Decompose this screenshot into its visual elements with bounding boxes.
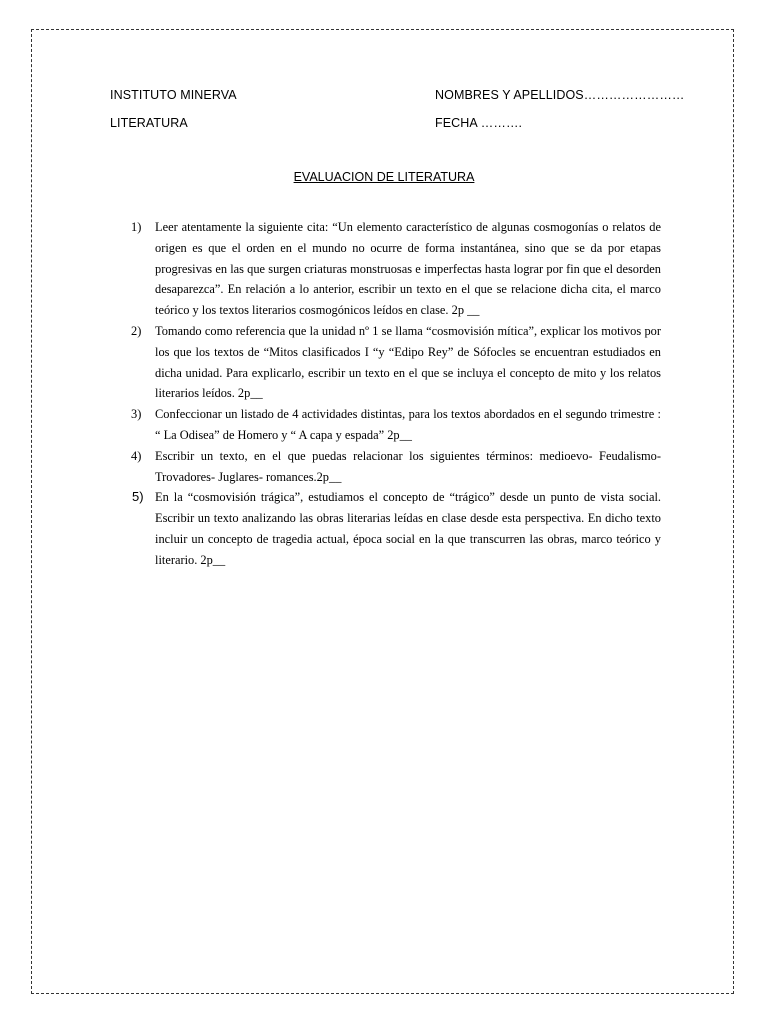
student-names-field: NOMBRES Y APELLIDOS…………………… — [435, 88, 685, 102]
question-2 — [131, 321, 661, 404]
question-number: 4) — [131, 448, 142, 463]
question-text: Escribir un texto, en el que puedas relacionar los siguientes términos: medioevo- Feudalismo- Trovadores- Juglares- romances.2p__ — [155, 448, 661, 484]
date-field: FECHA ………. — [435, 116, 523, 130]
question-text: Leer atentamente la siguiente cita: “Un elemento característico de algunas cosmogonías o relatos de origen es que el orden en el mundo no ocurre de forma instantánea, sino que se da por etapas progresivas en las que surgen criaturas monstruosas e imperfectas hasta lograr por fin que el desorden desaparezca”. En relación a lo anterior, escribir un texto en el que se relacione dicha cita, el marco teórico y los textos literarios cosmogónicos leídos en clase. 2p __ — [155, 220, 661, 318]
exam-title-text: EVALUACION DE LITERATURA — [293, 170, 475, 184]
question-text: Confeccionar un listado de 4 actividades distintas, para los textos abordados en el segundo trimestre : “ La Odisea” de Homero y “ A capa y espada” 2p__ — [155, 407, 661, 442]
question-text: En la “cosmovisión trágica”, estudiamos el concepto de “trágico” desde un punto de vista social. Escribir un texto analizando las obras literarias leídas en clase desde esta perspectiva. En dicho texto incluir un concepto de tragedia actual, época social en la que transcurren las obras, marco teórico y literario. 2p__ — [155, 490, 661, 567]
exam-title — [0, 170, 768, 184]
question-number: 3) — [131, 407, 142, 422]
question-5 — [131, 487, 661, 570]
question-3 — [131, 404, 661, 446]
question-number: 2) — [131, 323, 142, 338]
institution-name: INSTITUTO MINERVA — [110, 88, 237, 102]
question-list — [131, 217, 661, 571]
question-number: 5) — [132, 489, 144, 505]
question-number: 1) — [131, 220, 142, 234]
subject-name: LITERATURA — [110, 116, 188, 130]
question-text: Tomando como referencia que la unidad nº 1 se llama “cosmovisión mítica”, explicar los motivos por los que los textos de “Mitos clasificados I “y “Edipo Rey” de Sófocles se encuentran estudiados en dicha unidad. Para explicarlo, escribir un texto en el que se incluya el concepto de mito y los relatos literarios leídos. 2p__ — [155, 323, 661, 401]
question-4 — [131, 446, 661, 488]
question-1 — [131, 217, 661, 321]
